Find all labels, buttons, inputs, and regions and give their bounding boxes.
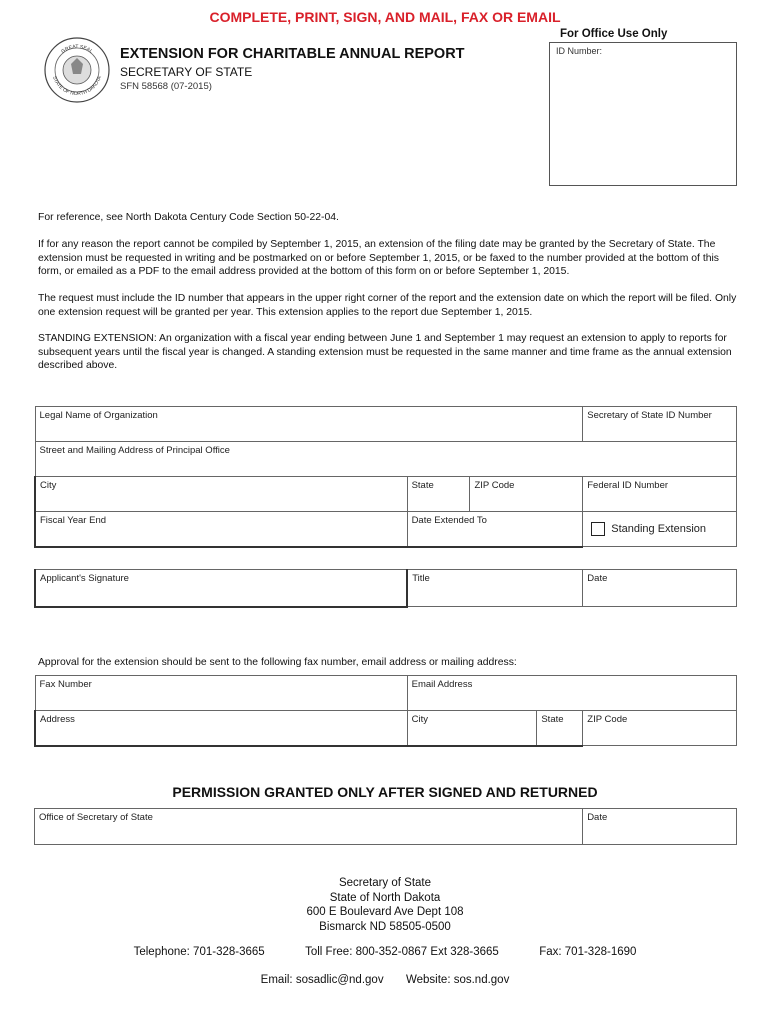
date-extended-field[interactable] <box>407 512 583 547</box>
mailing-address <box>0 876 770 934</box>
zip-field[interactable] <box>470 477 583 512</box>
permission-date-label: Date <box>587 812 608 823</box>
approval-city-label: City <box>411 714 428 725</box>
telephone-number: Telephone: 701-328-3665 <box>133 946 265 958</box>
deadline-paragraph: If for any reason the report cannot be compiled by September 1, 2015, an extension of the filing date may be granted by the Secretary of State. The extension must be requested in writing and be postmarked on or before September 1, 2015, or be faxed to the number provided at the bottom of this form, or emailed as a PDF to the email address provided at the bottom of this form on or before September 1, 2015. <box>38 239 719 277</box>
signer-title-field[interactable] <box>407 570 583 607</box>
signature-date-field[interactable] <box>583 570 737 607</box>
office-of-sos-field[interactable] <box>35 809 583 845</box>
seal-bottom-text: STATE OF NORTH DAKOTA <box>50 75 104 98</box>
approval-zip-label: ZIP Code <box>587 714 628 725</box>
street-address-field[interactable] <box>35 442 737 477</box>
address-line-3: 600 E Boulevard Ave Dept 108 <box>306 906 464 918</box>
fax-number-label: Fax Number <box>39 679 92 690</box>
approval-address-label: Address <box>40 714 75 725</box>
fiscal-year-end-field[interactable] <box>35 512 407 547</box>
permission-heading: PERMISSION GRANTED ONLY AFTER SIGNED AND RETURNED <box>172 784 598 800</box>
sos-id-field[interactable] <box>583 407 737 442</box>
street-address-label: Street and Mailing Address of Principal Office <box>39 445 230 456</box>
office-use-label: For Office Use Only <box>560 28 668 40</box>
state-seal-icon <box>43 36 111 104</box>
standing-extension-checkbox[interactable] <box>591 522 605 536</box>
office-use-box <box>549 42 737 186</box>
contact-online <box>0 974 770 986</box>
city-label: City <box>40 480 57 491</box>
applicant-signature-label: Applicant's Signature <box>40 573 129 584</box>
signature-form <box>34 569 737 608</box>
contact-numbers <box>0 946 770 958</box>
state-label: State <box>411 480 434 491</box>
instruction-banner: COMPLETE, PRINT, SIGN, AND MAIL, FAX OR EMAIL <box>209 9 561 25</box>
sos-id-label: Secretary of State ID Number <box>587 410 712 421</box>
standing-extension-label: Standing Extension <box>611 522 707 535</box>
form-title: EXTENSION FOR CHARITABLE ANNUAL REPORT <box>120 46 465 62</box>
email-address-label: Email Address <box>411 679 473 690</box>
requirements-paragraph: The request must include the ID number that appears in the upper right corner of the report and the extension date on which the report will be filed. Only one extension request will be granted per year. This extension applies to the report due September 1, 2015. <box>38 293 737 318</box>
approval-state-field[interactable] <box>537 711 583 746</box>
id-number-label: ID Number: <box>556 46 603 56</box>
federal-id-field[interactable] <box>583 477 737 512</box>
form-number: SFN 58568 (07-2015) <box>120 81 212 92</box>
email-address-field[interactable] <box>407 676 736 711</box>
approval-instruction: Approval for the extension should be sent to the following fax number, email address or mailing address: <box>38 657 517 668</box>
fiscal-year-end-label: Fiscal Year End <box>40 515 107 526</box>
website-link[interactable]: Website: sos.nd.gov <box>405 974 510 986</box>
state-field[interactable] <box>407 477 470 512</box>
organization-form <box>34 406 737 548</box>
seal-top-text: GREAT SEAL <box>60 43 94 55</box>
fax-number-field[interactable] <box>35 676 407 711</box>
signer-title-label: Title <box>412 573 430 584</box>
address-line-4: Bismarck ND 58505-0500 <box>319 920 451 933</box>
approval-city-field[interactable] <box>407 711 537 746</box>
office-of-sos-label: Office of Secretary of State <box>39 812 153 823</box>
zip-label: ZIP Code <box>474 480 515 491</box>
svg-text:GREAT SEAL <box>60 44 94 55</box>
address-line-1: Secretary of State <box>338 877 432 889</box>
applicant-signature-field[interactable] <box>35 570 407 607</box>
standing-extension-paragraph: STANDING EXTENSION: An organization with a fiscal year ending between June 1 and September 1 may request an extension to apply to reports for subsequent years until the fiscal year is changed. A standing extension must be requested in the same manner and time frame as the annual extension described above. <box>38 333 732 371</box>
permission-date-field[interactable] <box>583 809 737 845</box>
approval-state-label: State <box>541 714 564 725</box>
approval-zip-field[interactable] <box>583 711 737 746</box>
form-subtitle: SECRETARY OF STATE <box>120 65 253 79</box>
toll-free-number: Toll Free: 800-352-0867 Ext 328-3665 <box>305 946 499 958</box>
signature-date-label: Date <box>587 573 608 584</box>
standing-extension-option[interactable] <box>583 512 737 547</box>
legal-name-field[interactable] <box>35 407 583 442</box>
reference-paragraph: For reference, see North Dakota Century Code Section 50-22-04. <box>38 212 339 223</box>
federal-id-label: Federal ID Number <box>587 480 669 491</box>
date-extended-label: Date Extended To <box>411 515 487 526</box>
fax-number: Fax: 701-328-1690 <box>539 946 637 958</box>
approval-form <box>34 675 737 747</box>
approval-address-field[interactable] <box>35 711 407 746</box>
permission-form <box>34 808 737 845</box>
address-line-2: State of North Dakota <box>329 891 441 904</box>
city-field[interactable] <box>35 477 407 512</box>
email-link[interactable]: Email: sosadlic@nd.gov <box>260 974 384 986</box>
legal-name-label: Legal Name of Organization <box>39 410 158 421</box>
